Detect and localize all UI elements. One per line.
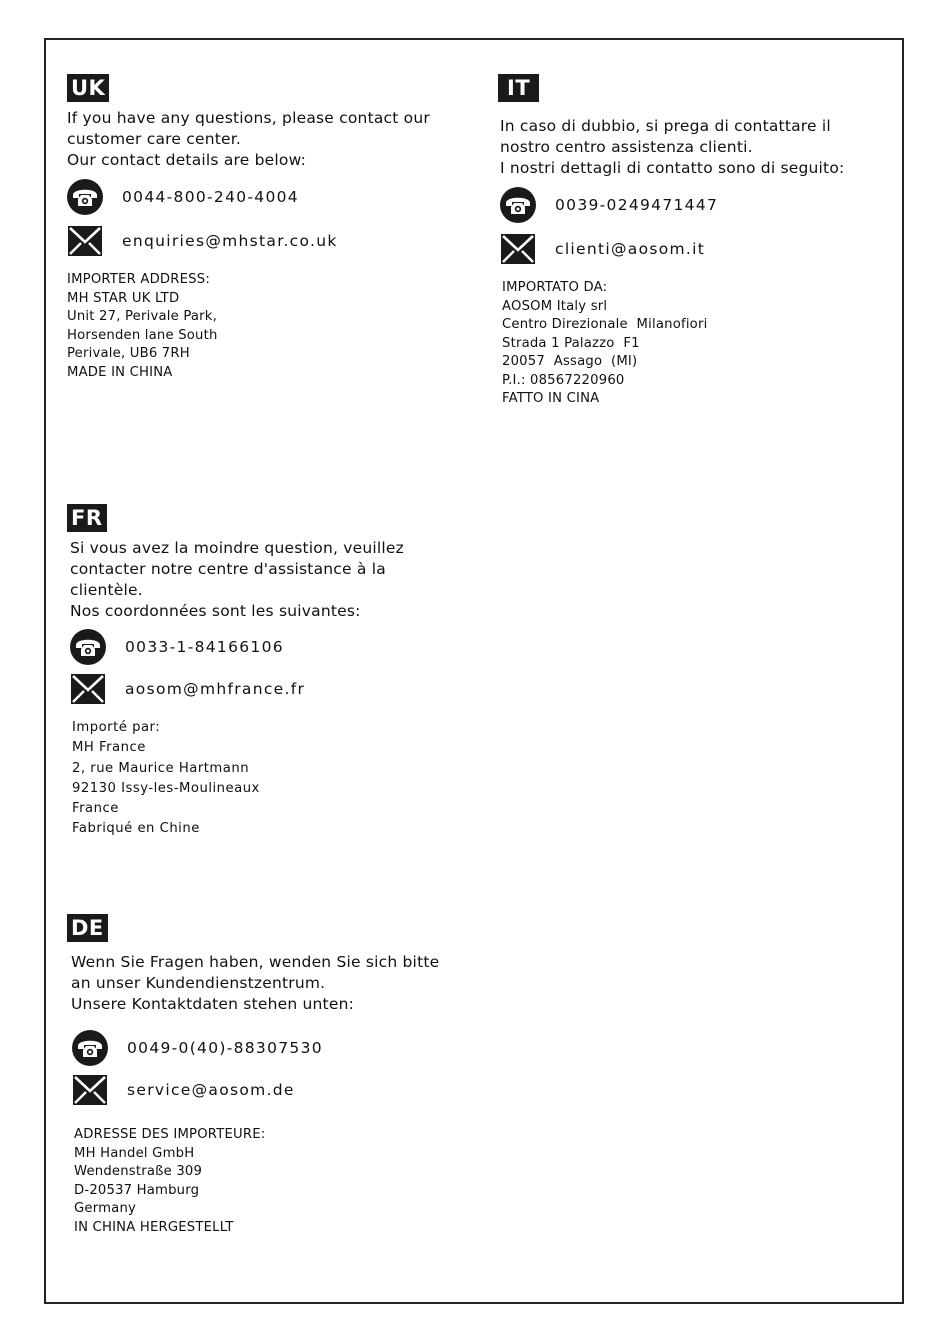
- language-badge-uk: UK: [67, 74, 109, 102]
- address-line: France: [72, 801, 119, 817]
- envelope-icon: [500, 231, 536, 267]
- language-badge-fr: FR: [67, 504, 107, 532]
- intro-text-uk: [67, 108, 430, 171]
- envelope-icon: [67, 223, 103, 259]
- address-line: Centro Direzionale Milanofiori: [502, 317, 708, 332]
- section-de: [67, 914, 439, 1237]
- envelope-icon: [72, 1072, 108, 1108]
- intro-line: Unsere Kontaktdaten stehen unten:: [71, 995, 355, 1013]
- section-it: [498, 74, 844, 409]
- language-badge-de: DE: [67, 914, 108, 942]
- phone-number[interactable]: 0049-0(40)-88307530: [127, 1039, 323, 1057]
- email-row-uk: [67, 223, 430, 259]
- telephone-icon: [500, 187, 536, 223]
- phone-row-it: [500, 187, 844, 223]
- intro-text-it: [500, 116, 844, 179]
- intro-line: clientèle.: [70, 581, 143, 599]
- email-address[interactable]: clienti@aosom.it: [555, 240, 706, 258]
- address-line: IMPORTATO DA:: [502, 280, 608, 295]
- intro-text-de: [71, 952, 439, 1015]
- address-line: Wendenstraße 309: [74, 1164, 203, 1179]
- intro-line: Si vous avez la moindre question, veuillez: [70, 539, 404, 557]
- intro-text-fr: [70, 538, 404, 622]
- email-row-it: [500, 231, 844, 267]
- address-line: 20057 Assago (MI): [502, 354, 638, 369]
- intro-line: an unser Kundendienstzentrum.: [71, 974, 326, 992]
- address-line: D-20537 Hamburg: [74, 1182, 200, 1198]
- address-line: MH France: [72, 740, 146, 756]
- address-line: IN CHINA HERGESTELLT: [74, 1219, 234, 1235]
- address-line: ADRESSE DES IMPORTEURE:: [74, 1127, 266, 1142]
- address-line: Germany: [74, 1201, 137, 1216]
- phone-row-de: [72, 1030, 439, 1066]
- language-badge-it: IT: [498, 74, 539, 102]
- email-address[interactable]: enquiries@mhstar.co.uk: [122, 232, 338, 250]
- section-uk: [67, 74, 430, 382]
- intro-line: customer care center.: [67, 130, 242, 148]
- address-line: P.I.: 08567220960: [502, 372, 625, 388]
- address-line: 92130 Issy-les-Moulineaux: [72, 780, 260, 796]
- telephone-icon: [67, 179, 103, 215]
- telephone-icon: [72, 1030, 108, 1066]
- telephone-icon: [70, 629, 106, 665]
- phone-number[interactable]: 0039-0249471447: [555, 196, 719, 214]
- intro-line: Nos coordonnées sont les suivantes:: [70, 602, 361, 620]
- address-line: AOSOM Italy srl: [502, 298, 608, 314]
- phone-row-fr: [70, 629, 404, 665]
- address-line: MH STAR UK LTD: [67, 290, 180, 306]
- intro-line: If you have any questions, please contact our: [67, 109, 430, 127]
- address-line: FATTO IN CINA: [502, 391, 600, 406]
- phone-row-uk: [67, 179, 430, 215]
- address-line: Fabriqué en Chine: [72, 821, 200, 837]
- intro-line: I nostri dettagli di contatto sono di seguito:: [500, 159, 845, 177]
- email-row-fr: [70, 671, 404, 707]
- importer-address-de: [74, 1126, 439, 1237]
- address-line: Horsenden lane South: [67, 327, 218, 343]
- address-line: IMPORTER ADDRESS:: [67, 272, 210, 287]
- intro-line: Our contact details are below:: [67, 151, 307, 169]
- importer-address-fr: [72, 718, 404, 840]
- envelope-icon: [70, 671, 106, 707]
- intro-line: Wenn Sie Fragen haben, wenden Sie sich bitte: [71, 953, 440, 971]
- email-address[interactable]: aosom@mhfrance.fr: [125, 680, 306, 698]
- intro-line: contacter notre centre d'assistance à la: [70, 560, 386, 578]
- address-line: Importé par:: [72, 720, 161, 735]
- address-line: Unit 27, Perivale Park,: [67, 309, 218, 324]
- section-fr: [67, 504, 404, 840]
- address-line: MH Handel GmbH: [74, 1145, 195, 1161]
- phone-number[interactable]: 0044-800-240-4004: [122, 188, 299, 206]
- email-row-de: [72, 1072, 439, 1108]
- importer-address-it: [502, 279, 844, 409]
- address-line: 2, rue Maurice Hartmann: [72, 760, 250, 776]
- email-address[interactable]: service@aosom.de: [127, 1081, 295, 1099]
- intro-line: In caso di dubbio, si prega di contattare il: [500, 117, 831, 135]
- importer-address-uk: [67, 271, 430, 382]
- address-line: MADE IN CHINA: [67, 364, 173, 380]
- address-line: Perivale, UB6 7RH: [67, 346, 190, 361]
- phone-number[interactable]: 0033-1-84166106: [125, 638, 284, 656]
- address-line: Strada 1 Palazzo F1: [502, 335, 640, 351]
- intro-line: nostro centro assistenza clienti.: [500, 138, 753, 156]
